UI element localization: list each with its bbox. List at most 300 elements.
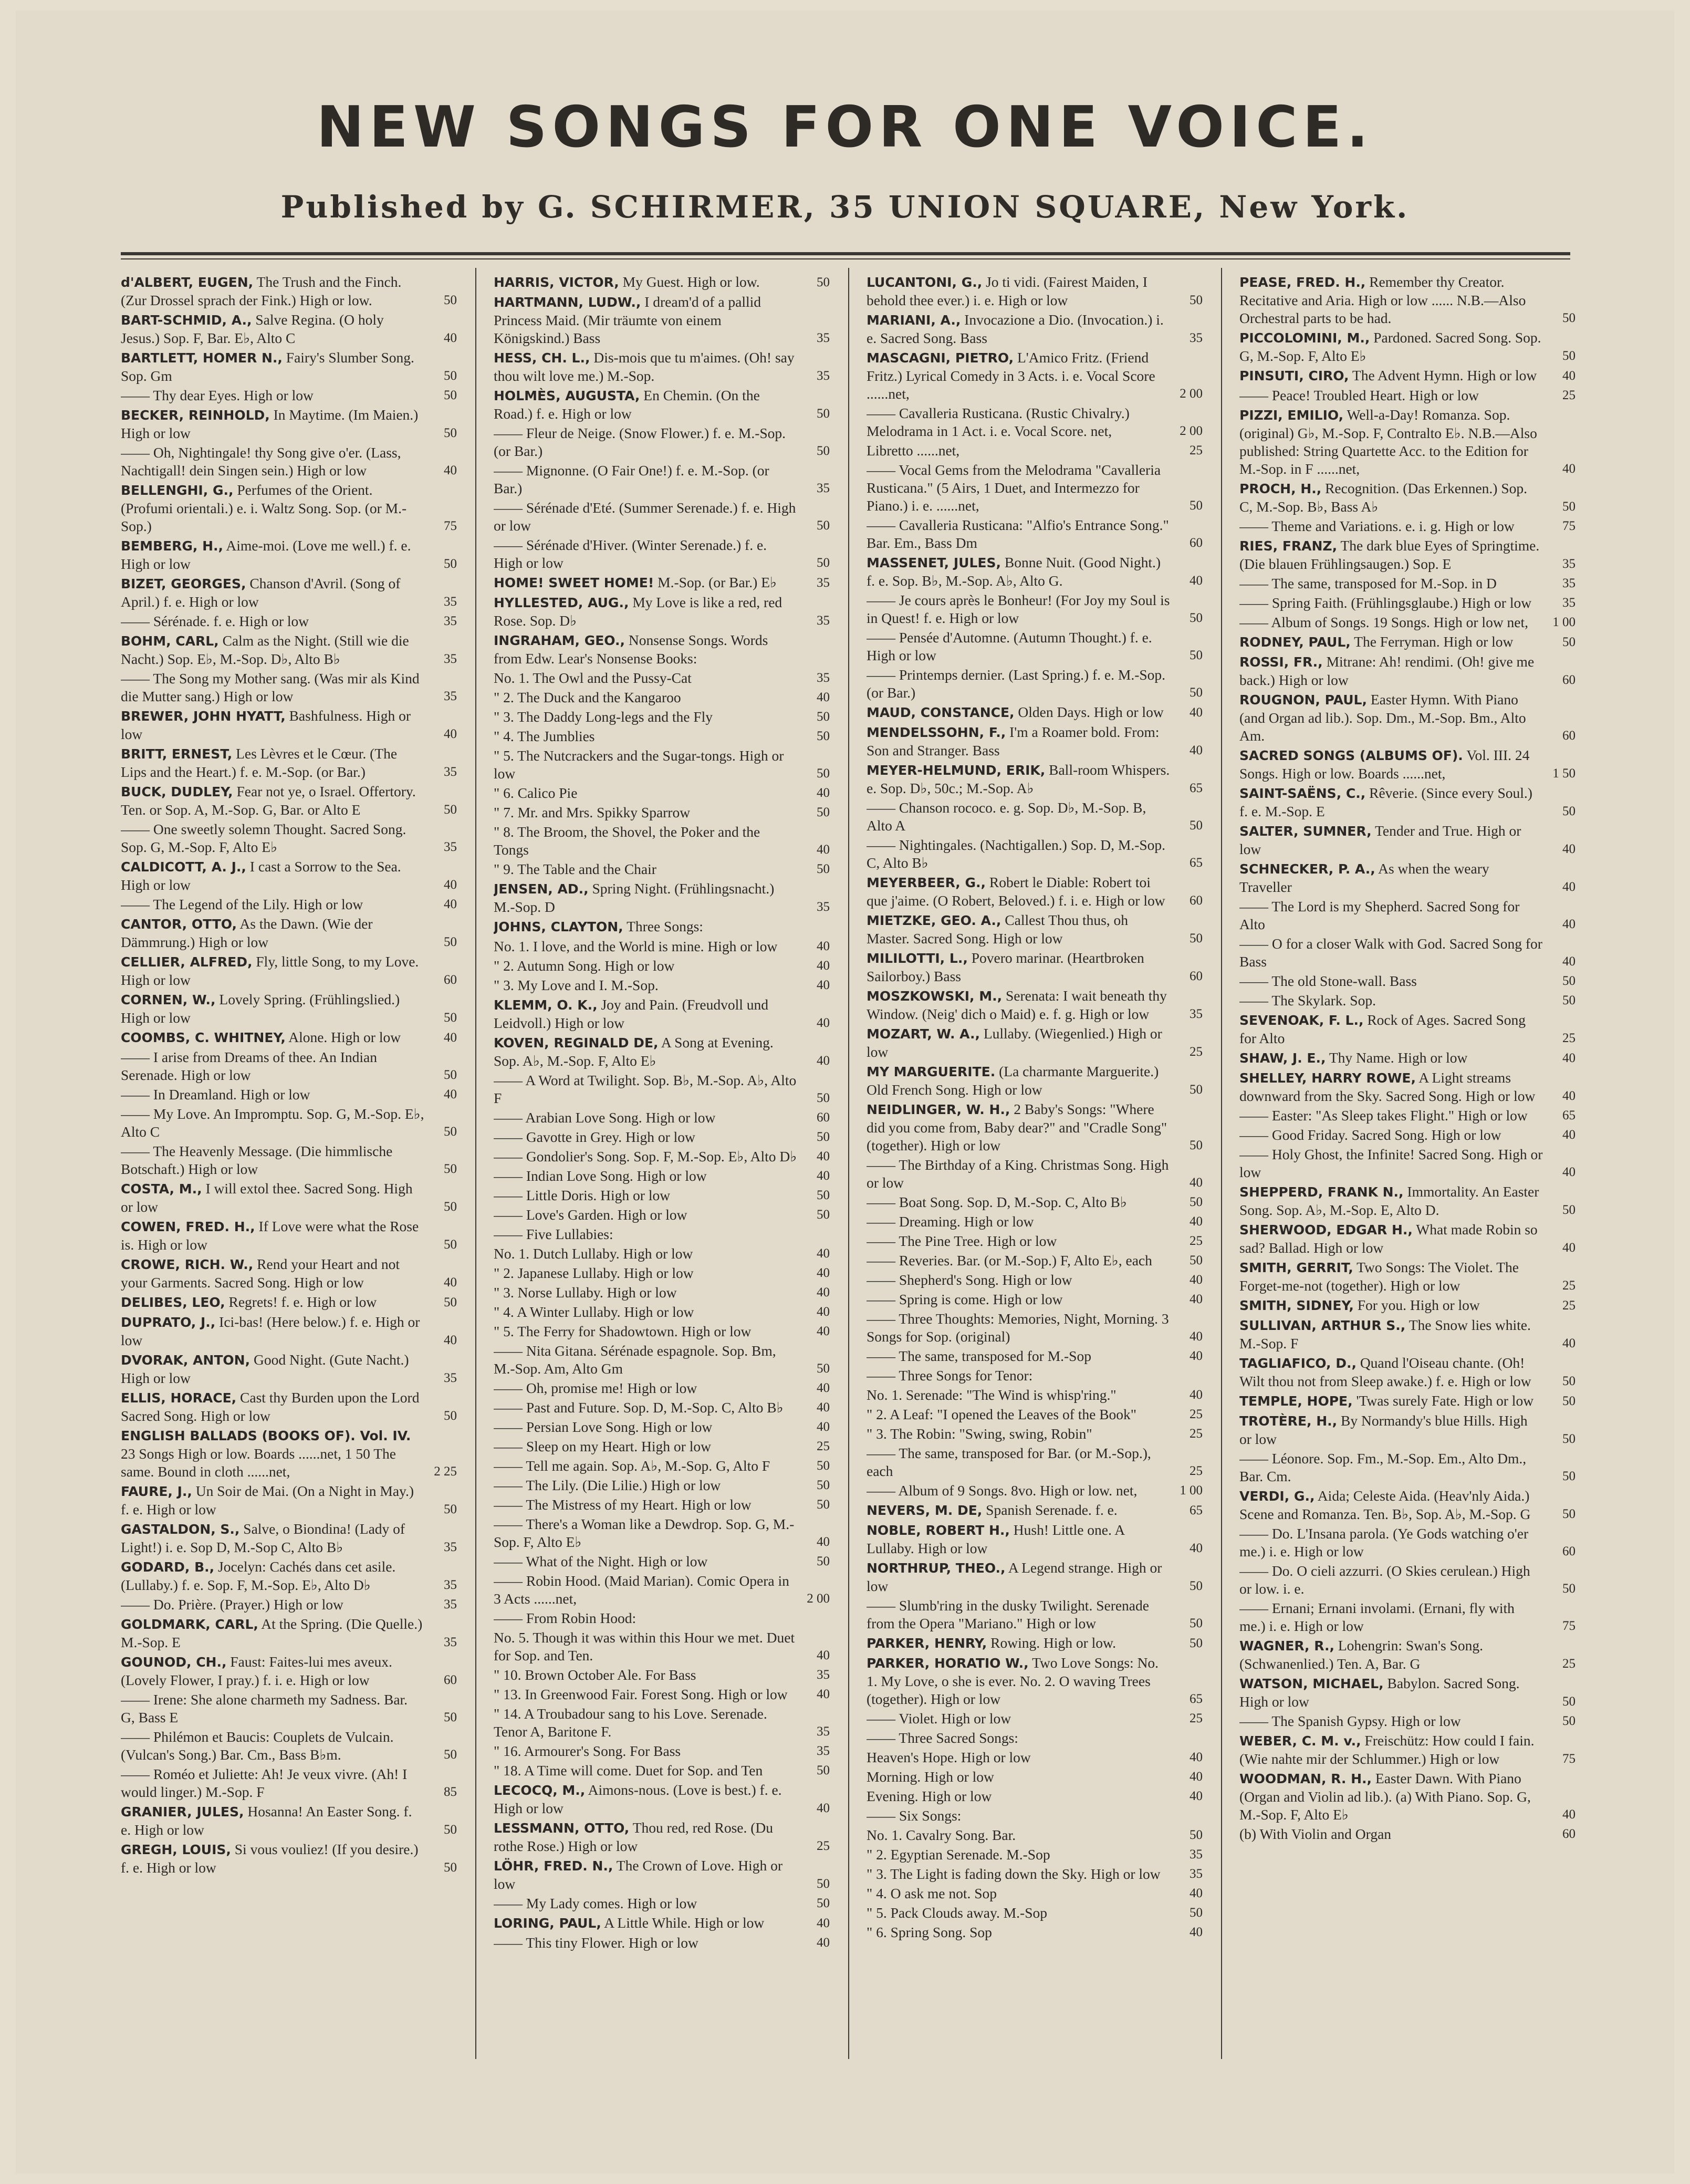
song-title: Ici-bas! (Here below.) f. e. High or low: [121, 1314, 420, 1348]
song-title: —— Do. L'Insana parola. (Ye Gods watching o'er me.) i. e. High or low: [1239, 1525, 1529, 1559]
song-price: 75: [1562, 1752, 1576, 1766]
song-title: —— Indian Love Song. High or low: [494, 1168, 707, 1184]
song-title: " 7. Mr. and Mrs. Spikky Sparrow: [494, 804, 691, 820]
song-entry: [867, 1271, 1203, 1289]
song-price: 85: [444, 1785, 457, 1799]
song-entry: [121, 1840, 457, 1877]
song-title: —— Printemps dernier. (Last Spring.) f. e. M.-Sop. (or Bar.): [867, 667, 1166, 701]
song-price: 50: [817, 1763, 830, 1777]
song-entry: [1239, 972, 1576, 990]
song-entry: [494, 387, 830, 423]
composer-name: LECOCQ, M.,: [494, 1783, 586, 1798]
song-title: " 4. A Winter Lullaby. High or low: [494, 1304, 694, 1320]
composer-name: COOMBS, C. WHITNEY,: [121, 1030, 286, 1045]
song-price: 40: [817, 1285, 830, 1299]
song-price: 40: [1562, 462, 1576, 476]
song-entry: [494, 1629, 830, 1665]
song-entry: [867, 1347, 1203, 1365]
song-entry: [494, 349, 830, 385]
song-price: 40: [817, 959, 830, 973]
song-price: 25: [1562, 1657, 1576, 1671]
song-price: 50: [817, 1554, 830, 1568]
composer-name: SACRED SONGS (ALBUMS OF).: [1239, 748, 1463, 763]
song-title: —— Cavalleria Rusticana. (Rustic Chivalry.) Melodrama in 1 Act. i. e. Vocal Score. net,: [867, 405, 1130, 439]
composer-name: SHEPPERD, FRANK N.,: [1239, 1184, 1404, 1200]
column-2: [494, 273, 830, 2059]
song-title: —— The Legend of the Lily. High or low: [121, 896, 363, 912]
composer-name: MASSENET, JULES,: [867, 555, 1001, 570]
composer-name: HARRIS, VICTOR,: [494, 275, 619, 290]
song-title: —— Léonore. Sop. Fm., M.-Sop. Em., Alto Dm., Bar. Cm.: [1239, 1450, 1527, 1484]
song-entry: [1239, 1259, 1576, 1295]
composer-name: MY MARGUERITE.: [867, 1064, 996, 1079]
song-price: 50: [1190, 1636, 1203, 1650]
song-title: Cast thy Burden upon the Lord Sacred Song. High or low: [121, 1389, 420, 1424]
composer-name: SHELLEY, HARRY ROWE,: [1239, 1070, 1416, 1086]
composer-name: HOME! SWEET HOME!: [494, 575, 654, 590]
song-price: 1 50: [1552, 766, 1576, 781]
song-entry: [121, 387, 457, 404]
composer-name: GOLDMARK, CARL,: [121, 1617, 258, 1632]
song-price: 40: [817, 690, 830, 704]
song-entry: [867, 516, 1203, 552]
song-price: 40: [1190, 1273, 1203, 1287]
song-title: —— Three Thoughts: Memories, Night, Morning. 3 Songs for Sop. (original): [867, 1311, 1169, 1345]
composer-name: WEBER, C. M. v.,: [1239, 1733, 1361, 1749]
song-title: " 3. Norse Lullaby. High or low: [494, 1284, 677, 1301]
song-entry: [494, 708, 830, 726]
composer-name: INGRAHAM, GEO.,: [494, 633, 625, 648]
song-price: 25: [1562, 1031, 1576, 1045]
song-entry: [494, 1128, 830, 1146]
song-price: 75: [444, 519, 457, 533]
song-entry: [1239, 746, 1576, 783]
song-price: 40: [817, 1054, 830, 1068]
song-title: No. 1. Cavalry Song. Bar.: [867, 1827, 1016, 1843]
song-entry: [867, 1063, 1203, 1099]
song-price: 50: [817, 1877, 830, 1891]
song-title: Aimons-nous. (Love is best.) f. e. High or low: [494, 1782, 782, 1816]
song-title: The Crown of Love. High or low: [494, 1857, 783, 1892]
song-entry: [494, 860, 830, 878]
song-price: 35: [444, 1635, 457, 1649]
song-title: —— The Heavenly Message. (Die himmlische Botschaft.) High or low: [121, 1143, 393, 1177]
composer-name: PICCOLOMINI, M.,: [1239, 330, 1370, 346]
song-title: Callest Thou thus, oh Master. Sacred Song. High or low: [867, 912, 1129, 947]
song-title: Three Songs:: [627, 918, 703, 934]
song-title: Chanson d'Avril. (Song of April.) f. e. High or low: [121, 575, 401, 610]
song-entry: [1239, 992, 1576, 1010]
song-price: 40: [1562, 1051, 1576, 1065]
song-title: Hosanna! An Easter Song. f. e. High or low: [121, 1803, 412, 1838]
song-entry: [121, 1142, 457, 1178]
composer-name: DVORAK, ANTON,: [121, 1353, 251, 1368]
song-price: 50: [444, 1011, 457, 1025]
song-title: " 6. Calico Pie: [494, 785, 578, 801]
title-rule-thin: [121, 258, 1570, 259]
song-entry: [867, 873, 1203, 910]
composer-name: PIZZI, EMILIO,: [1239, 408, 1344, 423]
song-entry: [494, 1781, 830, 1817]
song-price: 50: [444, 1823, 457, 1837]
song-title: " 2. The Duck and the Kangaroo: [494, 689, 681, 705]
song-price: 50: [444, 426, 457, 440]
column-divider: [475, 268, 476, 2059]
composer-name: BRITT, ERNEST,: [121, 746, 233, 762]
song-title: Nonsense Songs. Words from Edw. Lear's Nonsense Books:: [494, 632, 768, 667]
song-price: 40: [1562, 954, 1576, 969]
song-title: Fly, little Song, to my Love. High or low: [121, 953, 419, 988]
song-price: 35: [444, 614, 457, 628]
song-title: Good Night. (Gute Nacht.) High or low: [121, 1351, 409, 1386]
song-price: 50: [1190, 1828, 1203, 1842]
song-title: Pardoned. Sacred Song. Sop. G, M.-Sop. F, Alto E♭: [1239, 329, 1541, 364]
song-entry: [494, 1225, 830, 1243]
song-price: 60: [817, 1110, 830, 1125]
song-price: 50: [817, 1478, 830, 1492]
song-title: —— Three Songs for Tenor:: [867, 1367, 1033, 1384]
song-title: —— Roméo et Juliette: Ah! Je veux vivre. (Ah! I would linger.) M.-Sop. F: [121, 1766, 408, 1800]
song-entry: [121, 670, 457, 705]
song-title: I cast a Sorrow to the Sea. High or low: [121, 858, 401, 893]
composer-name: LÖHR, FRED. N.,: [494, 1858, 613, 1874]
song-entry: [867, 1406, 1203, 1423]
composer-name: KOVEN, REGINALD DE,: [494, 1035, 659, 1051]
song-title: —— Reveries. Bar. (or M.-Sop.) F, Alto E♭, each: [867, 1252, 1152, 1268]
song-title: " 3. The Daddy Long-legs and the Fly: [494, 709, 713, 725]
song-entry: [867, 836, 1203, 872]
song-price: 40: [444, 727, 457, 741]
song-title: Two Songs: The Violet. The Forget-me-not (together). High or low: [1239, 1259, 1519, 1294]
composer-name: MOZART, W. A.,: [867, 1026, 980, 1042]
song-title: —— Easter: "As Sleep takes Flight." High or low: [1239, 1107, 1528, 1124]
song-entry: [121, 745, 457, 781]
song-price: 40: [1562, 1336, 1576, 1350]
song-price: 35: [444, 1540, 457, 1554]
song-entry: [121, 1596, 457, 1614]
song-price: 40: [1190, 743, 1203, 757]
song-price: 50: [444, 1237, 457, 1252]
song-price: 2 25: [434, 1464, 457, 1479]
song-entry: [121, 444, 457, 480]
song-price: 50: [444, 1295, 457, 1309]
song-title: 'Twas surely Fate. High or low: [1356, 1392, 1534, 1409]
song-title: Recognition. (Das Erkennen.) Sop. C, M.-Sop. B♭, Bass A♭: [1239, 480, 1528, 515]
song-price: 35: [444, 840, 457, 854]
song-title: Easter Dawn. With Piano (Organ and Violin ad lib.). (a) With Piano. Sop. G, M.-Sop. F, Alto E♭: [1239, 1770, 1531, 1823]
song-title: Lohengrin: Swan's Song. (Schwanenlied.) Ten. A, Bar. G: [1239, 1637, 1483, 1672]
song-price: 25: [1190, 443, 1203, 457]
song-price: 40: [1190, 1329, 1203, 1344]
song-title: —— What of the Night. High or low: [494, 1553, 708, 1569]
composer-name: HYLLESTED, AUG.,: [494, 595, 629, 610]
song-title: " 3. The Robin: "Swing, swing, Robin": [867, 1426, 1092, 1442]
song-price: 40: [1190, 1770, 1203, 1784]
title-rule-thick: [121, 252, 1570, 255]
song-price: 35: [817, 671, 830, 685]
song-price: 40: [444, 878, 457, 892]
song-title: Thou red, red Rose. (Du rothe Rose.) High or low: [494, 1819, 773, 1854]
song-entry: [121, 1351, 457, 1387]
song-entry: [494, 1418, 830, 1436]
song-price: 50: [817, 518, 830, 533]
composer-name: MILILOTTI, L.,: [867, 951, 968, 966]
song-price: 40: [444, 1333, 457, 1347]
song-price: 35: [444, 595, 457, 609]
song-price: 50: [444, 803, 457, 817]
composer-name: PEASE, FRED. H.,: [1239, 275, 1366, 290]
song-price: 40: [444, 897, 457, 911]
song-price: 40: [817, 978, 830, 992]
song-title: Morning. High or low: [867, 1769, 994, 1785]
song-entry: [121, 612, 457, 630]
song-entry: [494, 1206, 830, 1224]
song-price: 40: [1562, 1807, 1576, 1822]
song-entry: [494, 1895, 830, 1912]
song-price: 50: [1562, 804, 1576, 818]
song-entry: [867, 761, 1203, 797]
song-price: 35: [817, 576, 830, 590]
song-title: —— Violet. High or low: [867, 1710, 1011, 1727]
song-entry: [494, 499, 830, 535]
song-price: 60: [1562, 1827, 1576, 1841]
song-title: Faust: Faites-lui mes aveux. (Lovely Flower, I pray.) f. i. e. High or low: [121, 1653, 392, 1688]
song-title: Fairy's Slumber Song. Sop. Gm: [121, 349, 414, 384]
song-price: 40: [1190, 1388, 1203, 1402]
song-price: 35: [1562, 596, 1576, 610]
song-price: 50: [1562, 1507, 1576, 1521]
song-title: —— Je cours après le Bonheur! (For Joy my Soul is in Quest! f. e. High or low: [867, 592, 1170, 626]
song-entry: [1239, 1412, 1576, 1448]
composer-name: GODARD, B.,: [121, 1559, 215, 1575]
song-price: 50: [444, 369, 457, 383]
song-entry: [121, 953, 457, 989]
song-title: —— The same, transposed for M.-Sop. in D: [1239, 575, 1497, 591]
song-entry: [121, 575, 457, 611]
song-entry: [867, 349, 1203, 403]
song-price: 50: [1190, 818, 1203, 833]
song-title: —— From Robin Hood:: [494, 1610, 637, 1626]
song-entry: [121, 1520, 457, 1556]
song-price: 40: [1562, 917, 1576, 931]
composer-name: SULLIVAN, ARTHUR S.,: [1239, 1318, 1406, 1333]
song-price: 60: [1190, 893, 1203, 908]
song-entry: [494, 1109, 830, 1127]
song-entry: [1239, 1675, 1576, 1711]
song-price: 40: [817, 786, 830, 800]
song-title: —— The same, transposed for M.-Sop: [867, 1348, 1091, 1364]
song-title: —— Robin Hood. (Maid Marian). Comic Opera in 3 Acts ......net,: [494, 1573, 789, 1607]
composer-name: RIES, FRANZ,: [1239, 538, 1338, 554]
song-entry: [1239, 1069, 1576, 1105]
song-entry: [1239, 1049, 1576, 1067]
song-title: As the Dawn. (Wie der Dämmrung.) High or low: [121, 916, 373, 950]
song-title: Si vous vouliez! (If you desire.) f. e. High or low: [121, 1841, 419, 1876]
song-price: 40: [817, 1246, 830, 1261]
song-title: —— Six Songs:: [867, 1807, 962, 1824]
composer-name: NORTHRUP, THEO.,: [867, 1561, 1006, 1576]
song-price: 50: [817, 729, 830, 743]
song-entry: [494, 273, 830, 292]
song-title: Remember thy Creator. Recitative and Aria. High or low ...... N.B.—Also Orchestral parts to be had.: [1239, 274, 1526, 326]
song-entry: [867, 1291, 1203, 1308]
song-title: Freischütz: How could I fain. (Wie nahte mir der Schlummer.) High or low: [1239, 1732, 1535, 1767]
song-title: —— Oh, Nightingale! thy Song give o'er. (Lass, Nachtigall! dein Singen sein.) High or low: [121, 444, 401, 479]
song-title: —— The Pine Tree. High or low: [867, 1233, 1057, 1249]
song-price: 40: [1190, 1541, 1203, 1555]
song-entry: [494, 1034, 830, 1070]
song-entry: [867, 1156, 1203, 1192]
song-title: Olden Days. High or low: [1018, 704, 1164, 720]
song-title: —— Boat Song. Sop. D, M.-Sop. C, Alto B♭: [867, 1194, 1127, 1210]
song-price: 50: [1190, 1616, 1203, 1630]
song-entry: [1239, 1316, 1576, 1353]
song-title: Vol. III. 24 Songs. High or low. Boards ......net,: [1239, 747, 1530, 782]
song-entry: [867, 949, 1203, 985]
song-entry: [494, 804, 830, 821]
song-title: Rêverie. (Since every Soul.) f. e. M.-Sop. E: [1239, 785, 1532, 819]
song-title: —— Slumb'ring in the dusky Twilight. Serenade from the Opera "Mariano." High or low: [867, 1597, 1149, 1631]
song-price: 40: [1562, 842, 1576, 856]
song-title: —— A Word at Twilight. Sop. B♭, M.-Sop. A♭, Alto F: [494, 1072, 797, 1106]
song-entry: [121, 311, 457, 347]
song-entry: [494, 957, 830, 975]
song-entry: [867, 1559, 1203, 1595]
song-price: 35: [444, 1578, 457, 1592]
song-price: 65: [1190, 856, 1203, 870]
song-title: —— The Birthday of a King. Christmas Song. High or low: [867, 1157, 1169, 1191]
song-entry: [1239, 784, 1576, 820]
song-price: 65: [1190, 1692, 1203, 1706]
song-title: —— The Skylark. Sop.: [1239, 992, 1376, 1008]
composer-name: CELLIER, ALFRED,: [121, 954, 253, 970]
song-columns: [121, 268, 1576, 2059]
song-title: A Song at Evening. Sop. A♭, M.-Sop. F, Alto E♭: [494, 1034, 774, 1069]
song-title: By Normandy's blue Hills. High or low: [1239, 1412, 1528, 1447]
song-entry: [494, 536, 830, 572]
song-entry: [867, 703, 1203, 722]
song-price: 35: [1562, 576, 1576, 590]
song-entry: [494, 1303, 830, 1321]
song-entry: [867, 1100, 1203, 1155]
song-entry: [494, 880, 830, 916]
song-title: Bashfulness. High or low: [121, 708, 411, 742]
song-title: —— Good Friday. Sacred Song. High or low: [1239, 1127, 1501, 1143]
song-price: 40: [817, 1535, 830, 1549]
song-price: 50: [1190, 1579, 1203, 1593]
song-entry: [867, 723, 1203, 760]
song-price: 50: [1190, 1253, 1203, 1267]
composer-name: MIETZKE, GEO. A.,: [867, 913, 1002, 928]
song-title: " 2. Japanese Lullaby. High or low: [494, 1265, 694, 1281]
song-title: Ball-room Whispers. e. Sop. D♭, 50c.; M.-Sop. A♭: [867, 762, 1170, 796]
song-price: 35: [1562, 557, 1576, 571]
composer-name: WATSON, MICHAEL,: [1239, 1676, 1384, 1691]
song-entry: [494, 938, 830, 955]
song-entry: [867, 591, 1203, 627]
song-entry: [1239, 898, 1576, 933]
song-price: 2 00: [807, 1592, 830, 1606]
song-entry: [867, 1865, 1203, 1883]
composer-name: WAGNER, R.,: [1239, 1638, 1334, 1653]
song-price: 40: [1190, 1925, 1203, 1939]
song-title: " 14. A Troubadour sang to his Love. Serenade. Tenor A, Baritone F.: [494, 1705, 767, 1740]
column-4: [1239, 273, 1576, 2059]
song-price: 40: [1190, 1886, 1203, 1900]
song-price: 25: [1562, 1278, 1576, 1293]
composer-name: SHERWOOD, EDGAR H.,: [1239, 1222, 1413, 1237]
song-entry: [1239, 1732, 1576, 1768]
song-price: 50: [817, 805, 830, 819]
song-entry: [867, 1787, 1203, 1805]
song-entry: [494, 1148, 830, 1166]
composer-name: PINSUTI, CIRO,: [1239, 368, 1349, 383]
song-entry: [867, 404, 1203, 440]
song-title: —— The Lord is my Shepherd. Sacred Song for Alto: [1239, 898, 1520, 932]
song-title: M.-Sop. (or Bar.) E♭: [658, 574, 777, 590]
song-title: " 2. A Leaf: "I opened the Leaves of the Book": [867, 1406, 1137, 1422]
song-entry: [867, 1444, 1203, 1480]
song-title: The Advent Hymn. High or low: [1352, 367, 1537, 383]
composer-name: NOBLE, ROBERT H.,: [867, 1523, 1010, 1538]
song-price: 40: [1562, 369, 1576, 383]
composer-name: LORING, PAUL,: [494, 1916, 601, 1931]
composer-name: BART-SCHMID, A.,: [121, 313, 252, 328]
song-price: 50: [1562, 1394, 1576, 1408]
composer-name: SAINT-SAËNS, C.,: [1239, 786, 1366, 801]
publisher-line: Published by G. SCHIRMER, 35 UNION SQUARE, New York.: [280, 189, 1410, 225]
song-price: 60: [1562, 1544, 1576, 1558]
song-entry: [121, 632, 457, 668]
song-entry: [867, 1597, 1203, 1632]
song-price: 50: [1190, 293, 1203, 307]
song-price: 50: [1562, 1714, 1576, 1728]
song-price: 50: [1562, 1469, 1576, 1483]
composer-name: VERDI, G.,: [1239, 1489, 1315, 1504]
composer-name: TROTÈRE, H.,: [1239, 1413, 1338, 1429]
song-title: —— Album of 9 Songs. 8vo. High or low. net,: [867, 1482, 1138, 1499]
song-price: 50: [444, 293, 457, 307]
song-price: 50: [444, 1068, 457, 1082]
composer-name: SEVENOAK, F. L.,: [1239, 1013, 1364, 1028]
song-price: 50: [444, 557, 457, 571]
song-price: 40: [817, 939, 830, 953]
song-entry: [494, 1476, 830, 1494]
song-title: —— Love's Garden. High or low: [494, 1207, 687, 1223]
song-price: 40: [817, 1266, 830, 1280]
song-price: 40: [817, 1687, 830, 1701]
song-entry: [1239, 367, 1576, 385]
song-title: —— Mignonne. (O Fair One!) f. e. M.-Sop. (or Bar.): [494, 462, 769, 496]
song-price: 50: [444, 935, 457, 949]
song-title: Salve, o Biondina! (Lady of Light!) i. e. Sop D, M.-Sop C, Alto B♭: [121, 1521, 405, 1555]
song-title: Evening. High or low: [867, 1788, 992, 1804]
song-title: —— O for a closer Walk with God. Sacred Song for Bass: [1239, 935, 1542, 970]
song-title: Hush! Little one. A Lullaby. High or low: [867, 1522, 1124, 1556]
song-price: 50: [444, 1200, 457, 1214]
song-price: 25: [1190, 1711, 1203, 1725]
song-title: Serenata: I wait beneath thy Window. (Neig' dich o Maid) e. f. g. High or low: [867, 987, 1167, 1022]
song-price: 50: [1562, 1582, 1576, 1596]
song-price: 2 00: [1180, 424, 1203, 438]
song-entry: [1239, 1126, 1576, 1144]
song-entry: [494, 1167, 830, 1185]
song-title: —— Arabian Love Song. High or low: [494, 1109, 716, 1126]
song-entry: [121, 1728, 457, 1764]
song-price: 50: [1190, 1195, 1203, 1209]
composer-name: BOHM, CARL,: [121, 633, 219, 649]
song-entry: [1239, 1487, 1576, 1523]
